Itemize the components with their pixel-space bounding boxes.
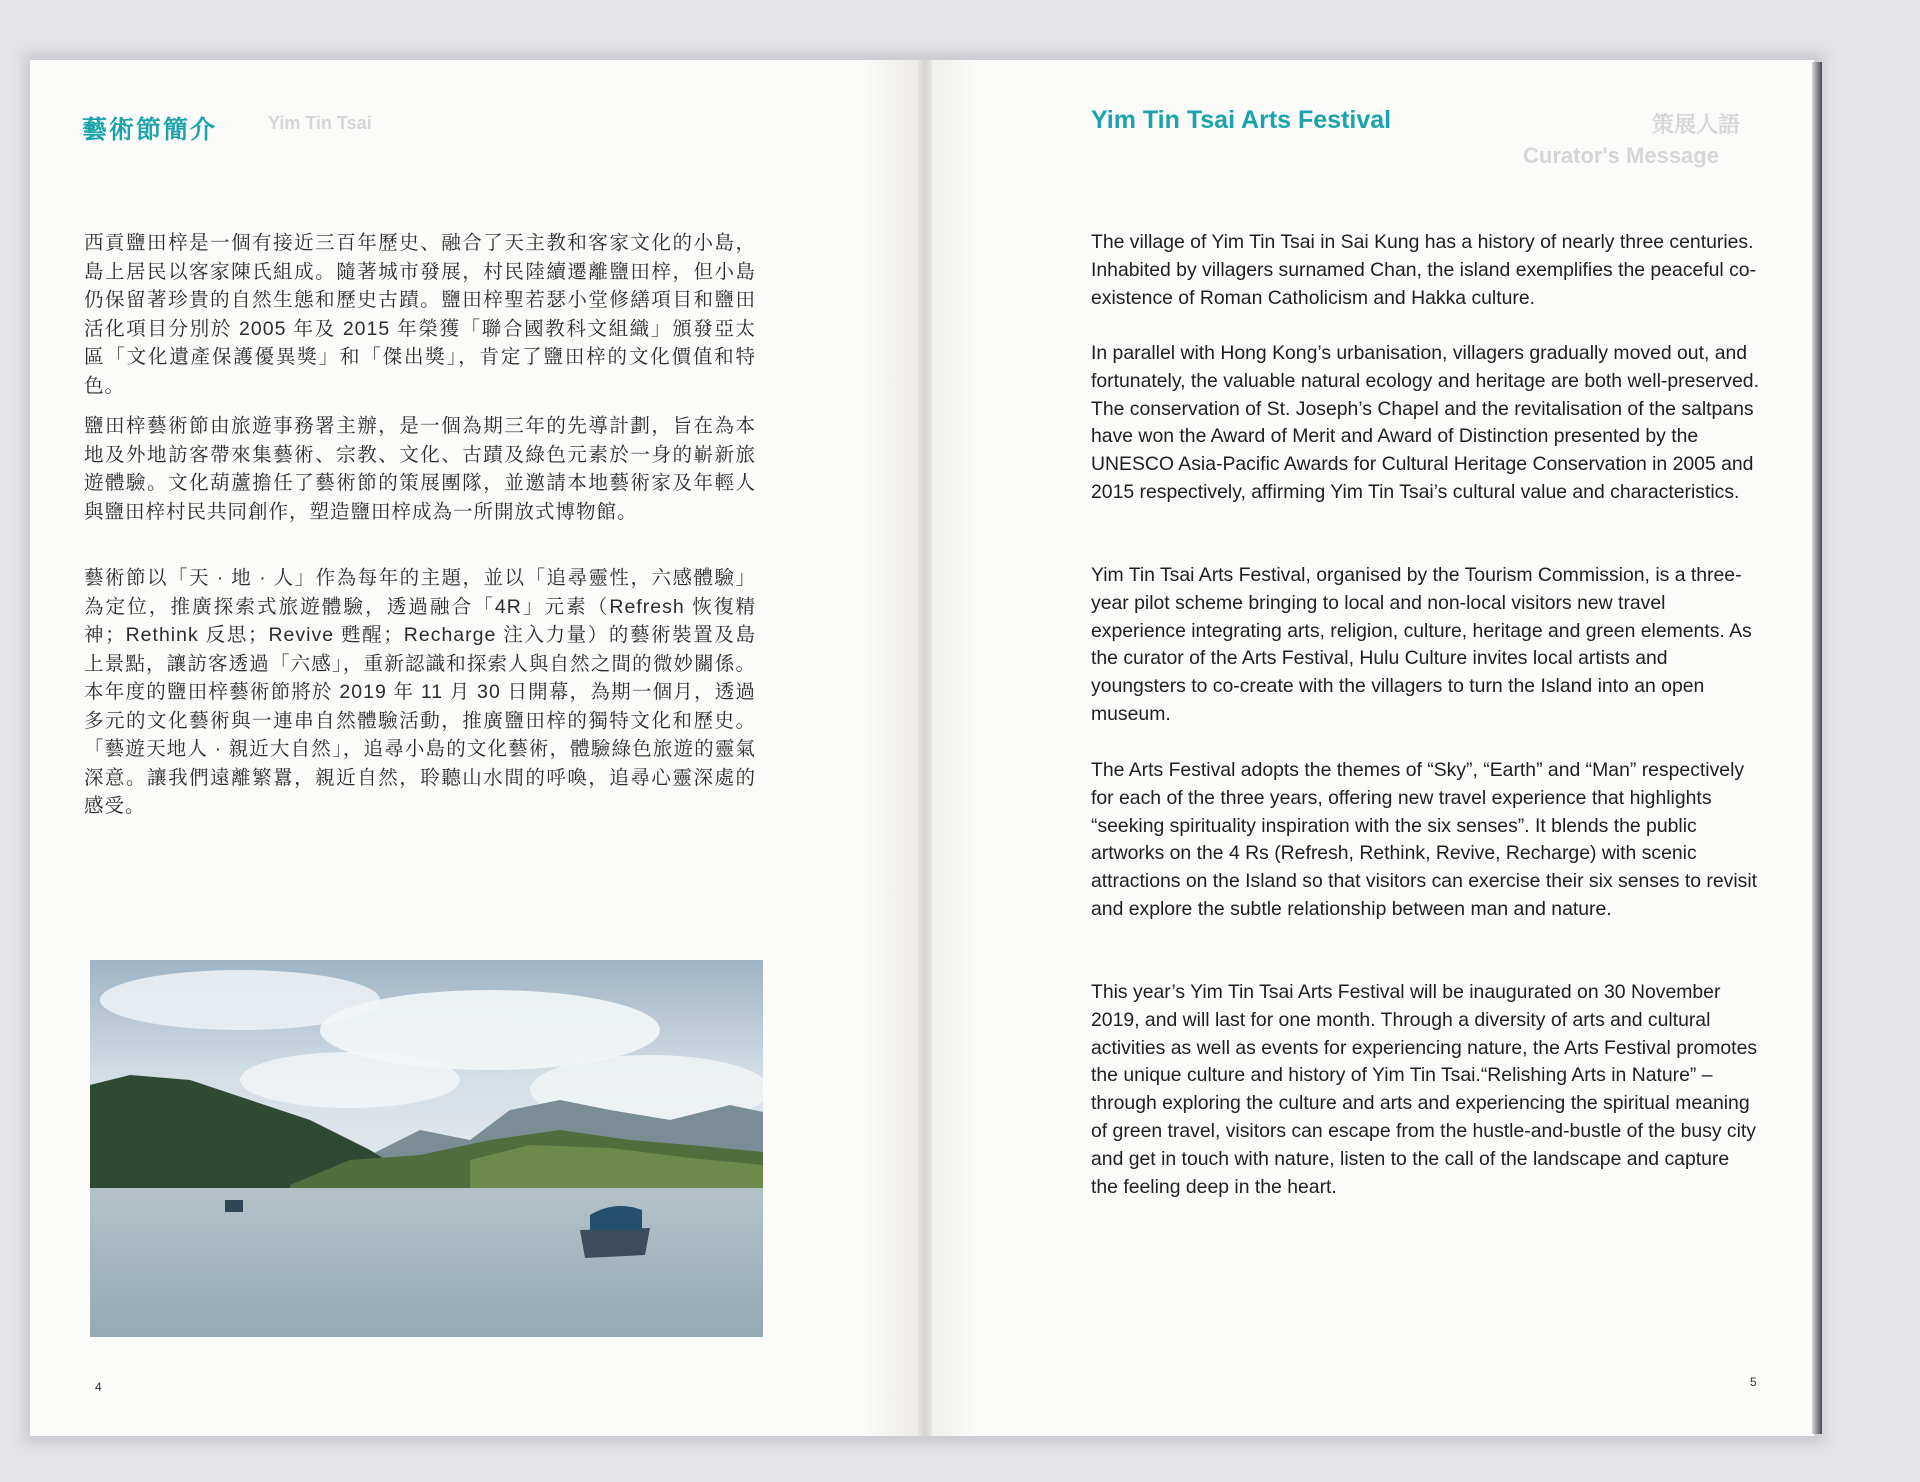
boat-small: [225, 1200, 243, 1212]
page-edge: [1812, 62, 1822, 1434]
english-paragraph-1: The village of Yim Tin Tsai in Sai Kung has a history of nearly three centuries. Inhabited by villagers surnamed Chan, the island exemplifies the peaceful co-existence of Roman Catholicism and Hakka culture.: [1091, 231, 1757, 309]
boat-large: [580, 1228, 650, 1258]
english-paragraph-3: Yim Tin Tsai Arts Festival, organised by the Tourism Commission, is a three-year pilot scheme bringing to local and non-local visitors new travel experience integrating arts, religion, culture, heritage and green elements. As the curator of the Arts Festival, Hulu Culture invites local artists and youngsters to co-create with the villagers to turn the Island into an open museum.: [1091, 564, 1752, 725]
english-paragraph-4: The Arts Festival adopts the themes of “Sky”, “Earth” and “Man” respectively for each of the three years, offering new travel experience that highlights “seeking spirituality inspiration with the six senses”. It blends the public artworks on the 4 Rs (Refresh, Rethink, Revive, Recharge) with scenic attractions on the Island so that visitors can exercise their six senses to revisit and explore the subtle relationship between man and nature.: [1091, 759, 1758, 920]
chinese-paragraph-3: 藝術節以「天 · 地 · 人」作為每年的主題，並以「追尋靈性，六感體驗」為定位，推廣探索式旅遊體驗，透過融合「4R」元素（Refresh 恢復精神；Rethink 反思；Revive 甦醒；Recharge 注入力量）的藝術裝置及島上景點，讓訪客透過「六感」，重新認識和探索人與自然之間的微妙關係。本年度的鹽田梓藝術節將於 2019 年 11 月 30 日開幕，為期一個月，透過多元的文化藝術與一連串自然體驗活動，推廣鹽田梓的獨特文化和歷史。「藝遊天地人 · 親近大自然」，追尋小島的文化藝術，體驗綠色旅遊的靈氣深意。讓我們遠離繁囂，親近自然，聆聽山水間的呼喚，追尋心靈深處的感受。: [84, 567, 756, 817]
bleed-through-text: Curator's Message: [1523, 143, 1719, 168]
island-photo: [90, 960, 763, 1337]
cloud: [240, 1052, 460, 1108]
english-paragraph-2: In parallel with Hong Kong’s urbanisation, villagers gradually moved out, and fortunately, the valuable natural ecology and heritage are both well-preserved. The conservation of St. Joseph’s Chapel and the revitalisation of the saltpans have won the Award of Merit and Award of Distinction presented by the UNESCO Asia-Pacific Awards for Cultural Heritage Conservation in 2005 and 2015 respectively, affirming Yim Tin Tsai’s cultural value and characteristics.: [1091, 342, 1759, 503]
english-paragraph-5: This year’s Yim Tin Tsai Arts Festival will be inaugurated on 30 November 2019, and will last for one month. Through a diversity of arts and cultural activities as well as events for experiencing nature, the Arts Festival promotes the unique culture and history of Yim Tin Tsai.“Relishing Arts in Nature” – through exploring the culture and arts and experiencing the spiritual meaning of green travel, visitors can escape from the hustle-and-bustle of the busy city and get in touch with nature, listen to the call of the landscape and capture the feeling deep in the heart.: [1091, 981, 1758, 1198]
right-page-heading: Yim Tin Tsai Arts Festival: [1091, 106, 1392, 134]
water: [90, 1188, 763, 1337]
page-number-left: 4: [95, 1380, 102, 1394]
book-spine: [918, 60, 932, 1436]
chinese-paragraph-1: 西貢鹽田梓是一個有接近三百年歷史、融合了天主教和客家文化的小島，島上居民以客家陳氏組成。隨著城市發展，村民陸續遷離鹽田梓，但小島仍保留著珍貴的自然生態和歷史古蹟。鹽田梓聖若瑟小堂修繕項目和鹽田活化項目分別於 2005 年及 2015 年榮獲「聯合國教科文組織」頒發亞太區「文化遺產保護優異獎」和「傑出獎」，肯定了鹽田梓的文化價值和特色。: [84, 232, 756, 397]
bleed-through-text: Yim Tin Tsai: [268, 113, 372, 133]
page-number-right: 5: [1750, 1375, 1757, 1389]
left-page-heading: 藝術節簡介: [82, 116, 218, 144]
chinese-paragraph-2: 鹽田梓藝術節由旅遊事務署主辦，是一個為期三年的先導計劃，旨在為本地及外地訪客帶來集藝術、宗教、文化、古蹟及綠色元素於一身的嶄新旅遊體驗。文化葫蘆擔任了藝術節的策展團隊，並邀請本地藝術家及年輕人與鹽田梓村民共同創作，塑造鹽田梓成為一所開放式博物館。: [84, 415, 756, 523]
bleed-through-text: 策展人語: [1652, 112, 1741, 137]
